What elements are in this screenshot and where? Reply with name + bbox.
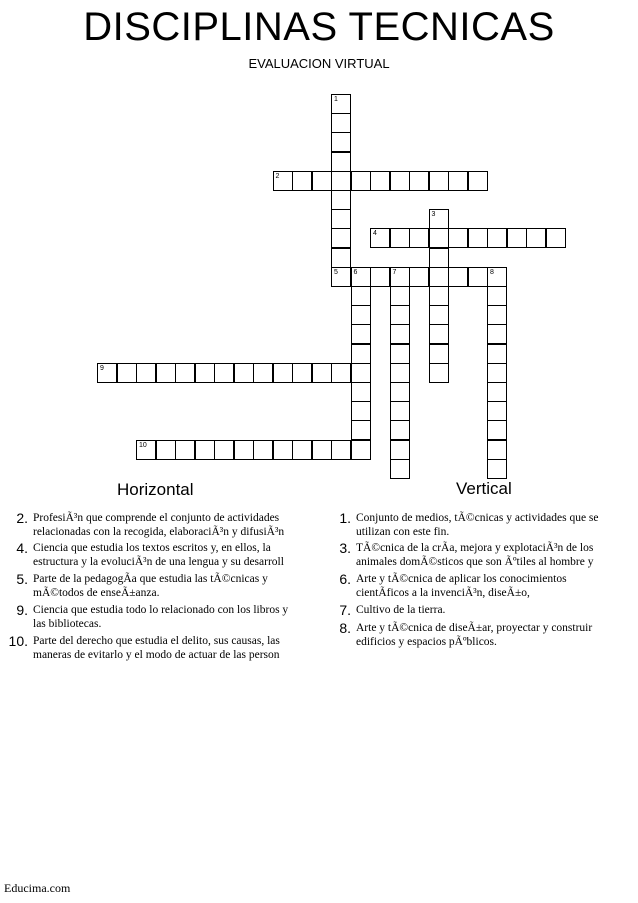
crossword-cell[interactable] [253, 440, 273, 460]
crossword-cell[interactable] [526, 228, 546, 248]
crossword-cell[interactable] [487, 440, 507, 460]
clue-text-line: TÃ©cnica de la crÃa, mejora y explotaciÃ³n de los [356, 542, 594, 554]
clue-number-label: 10 [139, 441, 147, 449]
crossword-cell[interactable] [136, 440, 156, 460]
clue-item [329, 541, 629, 569]
crossword-cell[interactable] [331, 152, 351, 172]
crossword-cell[interactable] [429, 171, 449, 191]
crossword-cell[interactable] [351, 286, 371, 306]
clue-text-line: Arte y tÃ©cnica de diseÃ±ar, proyectar y construir [356, 622, 593, 634]
crossword-cell[interactable] [117, 363, 137, 383]
crossword-cell[interactable] [175, 363, 195, 383]
crossword-cell[interactable] [351, 171, 371, 191]
crossword-cell[interactable] [331, 132, 351, 152]
clue-number-label: 1 [334, 96, 338, 103]
crossword-cell[interactable] [156, 440, 176, 460]
crossword-cell[interactable] [390, 267, 410, 287]
crossword-cell[interactable] [292, 363, 312, 383]
clue-number-label: 3 [431, 211, 436, 219]
clue-text-line: Arte y tÃ©cnica de aplicar los conocimientos [356, 573, 567, 585]
crossword-cell[interactable] [546, 228, 566, 248]
clue-item [6, 634, 306, 662]
crossword-cell[interactable] [390, 228, 410, 248]
crossword-cell[interactable] [331, 113, 351, 133]
clue-number-label: 5 [334, 268, 338, 276]
crossword-cell[interactable] [273, 171, 293, 191]
crossword-cell[interactable] [468, 228, 488, 248]
horizontal-heading: Horizontal [117, 480, 194, 499]
crossword-cell[interactable] [507, 228, 527, 248]
crossword-cell[interactable] [370, 171, 390, 191]
crossword-cell[interactable] [487, 344, 507, 364]
clue-text-line: animales domÃ©sticos que son Ãºtiles al hombre y [356, 556, 594, 568]
crossword-cell[interactable] [429, 248, 449, 268]
crossword-cell[interactable] [351, 382, 371, 402]
crossword-cell[interactable] [429, 267, 449, 287]
clue-item [329, 572, 629, 600]
crossword-cell[interactable] [351, 305, 371, 325]
crossword-cell[interactable] [351, 324, 371, 344]
clue-number: 8. [339, 620, 351, 636]
clue-number: 10. [8, 633, 28, 649]
crossword-cell[interactable] [156, 363, 176, 383]
clue-text-line: Ciencia que estudia todo lo relacionado con los libros y [33, 604, 289, 616]
crossword-cell[interactable] [312, 171, 332, 191]
crossword-cell[interactable] [390, 459, 410, 479]
crossword-cell[interactable] [487, 382, 507, 402]
clue-text-line: Cultivo de la tierra. [356, 604, 446, 616]
clue-number-label: 7 [392, 268, 397, 276]
clue-text-line: estructura y la evoluciÃ³n de una lengua y su desarroll [33, 556, 284, 568]
crossword-cell[interactable] [370, 267, 390, 287]
crossword-cell[interactable] [409, 171, 429, 191]
crossword-cell[interactable] [487, 401, 507, 421]
footer-credit: Educima.com [4, 881, 71, 895]
page-subtitle: EVALUACION VIRTUAL [248, 56, 390, 71]
crossword-cell[interactable] [448, 267, 468, 287]
crossword-cell[interactable] [390, 440, 410, 460]
crossword-cell[interactable] [409, 267, 429, 287]
clue-text-line: Conjunto de medios, tÃ©cnicas y actividades que se [356, 512, 599, 524]
crossword-cell[interactable] [429, 344, 449, 364]
crossword-cell[interactable] [390, 286, 410, 306]
crossword-cell[interactable] [487, 267, 507, 287]
crossword-cell[interactable] [429, 209, 449, 229]
crossword-cell[interactable] [331, 94, 351, 114]
clue-number-label: 6 [353, 268, 358, 276]
clue-text-line: ProfesiÃ³n que comprende el conjunto de actividades [33, 512, 280, 524]
crossword-cell[interactable] [429, 286, 449, 306]
crossword-cell[interactable] [292, 440, 312, 460]
clue-number: 6. [339, 571, 351, 587]
clue-number: 9. [16, 602, 28, 618]
clue-item [6, 541, 306, 569]
clue-number: 1. [339, 510, 351, 526]
crossword-cell[interactable] [214, 440, 234, 460]
clue-number: 7. [339, 602, 351, 618]
crossword-cell[interactable] [351, 440, 371, 460]
clue-text-line: edificios y espacios pÃºblicos. [356, 636, 497, 648]
clue-text-line: mÃ©todos de enseÃ±anza. [33, 587, 160, 599]
crossword-cell[interactable] [448, 228, 468, 248]
crossword-cell[interactable] [273, 440, 293, 460]
crossword-cell[interactable] [390, 401, 410, 421]
clue-text-line: Parte de la pedagogÃa que estudia las tÃ©cnicas y [33, 573, 268, 585]
crossword-cell[interactable] [370, 228, 390, 248]
crossword-cell[interactable] [390, 420, 410, 440]
clue-item [329, 621, 629, 649]
crossword-cell[interactable] [331, 190, 351, 210]
clue-item [329, 511, 629, 539]
crossword-cell[interactable] [214, 363, 234, 383]
crossword-cell[interactable] [136, 363, 156, 383]
clue-number: 4. [16, 540, 28, 556]
crossword-cell[interactable] [312, 440, 332, 460]
crossword-cell[interactable] [331, 248, 351, 268]
clue-text-line: Ciencia que estudia los textos escritos y, en ellos, la [33, 542, 271, 554]
clue-item [329, 603, 629, 617]
crossword-cell[interactable] [487, 459, 507, 479]
crossword-cell[interactable] [429, 305, 449, 325]
crossword-cell[interactable] [390, 171, 410, 191]
crossword-cell[interactable] [429, 363, 449, 383]
clue-item [6, 511, 306, 539]
clue-item [6, 603, 306, 631]
crossword-cell[interactable] [273, 363, 293, 383]
clue-number-label: 9 [100, 364, 104, 372]
clue-number: 2. [16, 510, 28, 526]
crossword-cell[interactable] [487, 305, 507, 325]
page-title: DISCIPLINAS TECNICAS [83, 5, 555, 49]
crossword-cell[interactable] [331, 228, 351, 248]
crossword-cell[interactable] [195, 363, 215, 383]
clue-text-line: maneras de evitarlo y el modo de actuar de las person [33, 649, 280, 661]
crossword-cell[interactable] [390, 382, 410, 402]
crossword-cell[interactable] [253, 363, 273, 383]
crossword-cell[interactable] [390, 324, 410, 344]
crossword-cell[interactable] [234, 440, 254, 460]
clue-number-label: 2 [275, 172, 280, 180]
crossword-cell[interactable] [331, 171, 351, 191]
crossword-cell[interactable] [390, 363, 410, 383]
crossword-cell[interactable] [331, 267, 351, 287]
crossword-cell[interactable] [487, 363, 507, 383]
clue-text-line: cientÃficos a la invenciÃ³n, diseÃ±o, [356, 587, 530, 599]
clue-number-label: 8 [490, 268, 494, 276]
crossword-cell[interactable] [331, 440, 351, 460]
crossword-cell[interactable] [487, 228, 507, 248]
crossword-cell[interactable] [468, 171, 488, 191]
crossword-cell[interactable] [429, 324, 449, 344]
clue-text-line: relacionadas con la recogida, elaboraciÃ³n y difusiÃ³n [33, 526, 285, 538]
crossword-cell[interactable] [409, 228, 429, 248]
clue-text-line: Parte del derecho que estudia el delito, sus causas, las [33, 635, 280, 647]
crossword-cell[interactable] [351, 267, 371, 287]
clue-text-line: utilizan con este fin. [356, 526, 450, 538]
crossword-cell[interactable] [331, 363, 351, 383]
clue-item [6, 572, 306, 600]
crossword-cell[interactable] [331, 209, 351, 229]
crossword-cell[interactable] [429, 228, 449, 248]
crossword-cell[interactable] [97, 363, 117, 383]
crossword-cell[interactable] [351, 401, 371, 421]
crossword-cell[interactable] [312, 363, 332, 383]
clue-number-label: 4 [373, 230, 377, 238]
vertical-heading: Vertical [456, 479, 512, 498]
crossword-cell[interactable] [234, 363, 254, 383]
clue-number: 3. [339, 540, 351, 556]
crossword-cell[interactable] [390, 305, 410, 325]
crossword-cell[interactable] [292, 171, 312, 191]
crossword-cell[interactable] [487, 420, 507, 440]
crossword-cell[interactable] [487, 324, 507, 344]
crossword-cell[interactable] [351, 344, 371, 364]
crossword-cell[interactable] [448, 171, 468, 191]
crossword-cell[interactable] [195, 440, 215, 460]
clue-number: 5. [16, 571, 28, 587]
crossword-cell[interactable] [175, 440, 195, 460]
crossword-cell[interactable] [487, 286, 507, 306]
crossword-cell[interactable] [351, 363, 371, 383]
crossword-cell[interactable] [468, 267, 488, 287]
clue-text-line: las bibliotecas. [33, 618, 102, 630]
crossword-cell[interactable] [351, 420, 371, 440]
crossword-cell[interactable] [390, 344, 410, 364]
